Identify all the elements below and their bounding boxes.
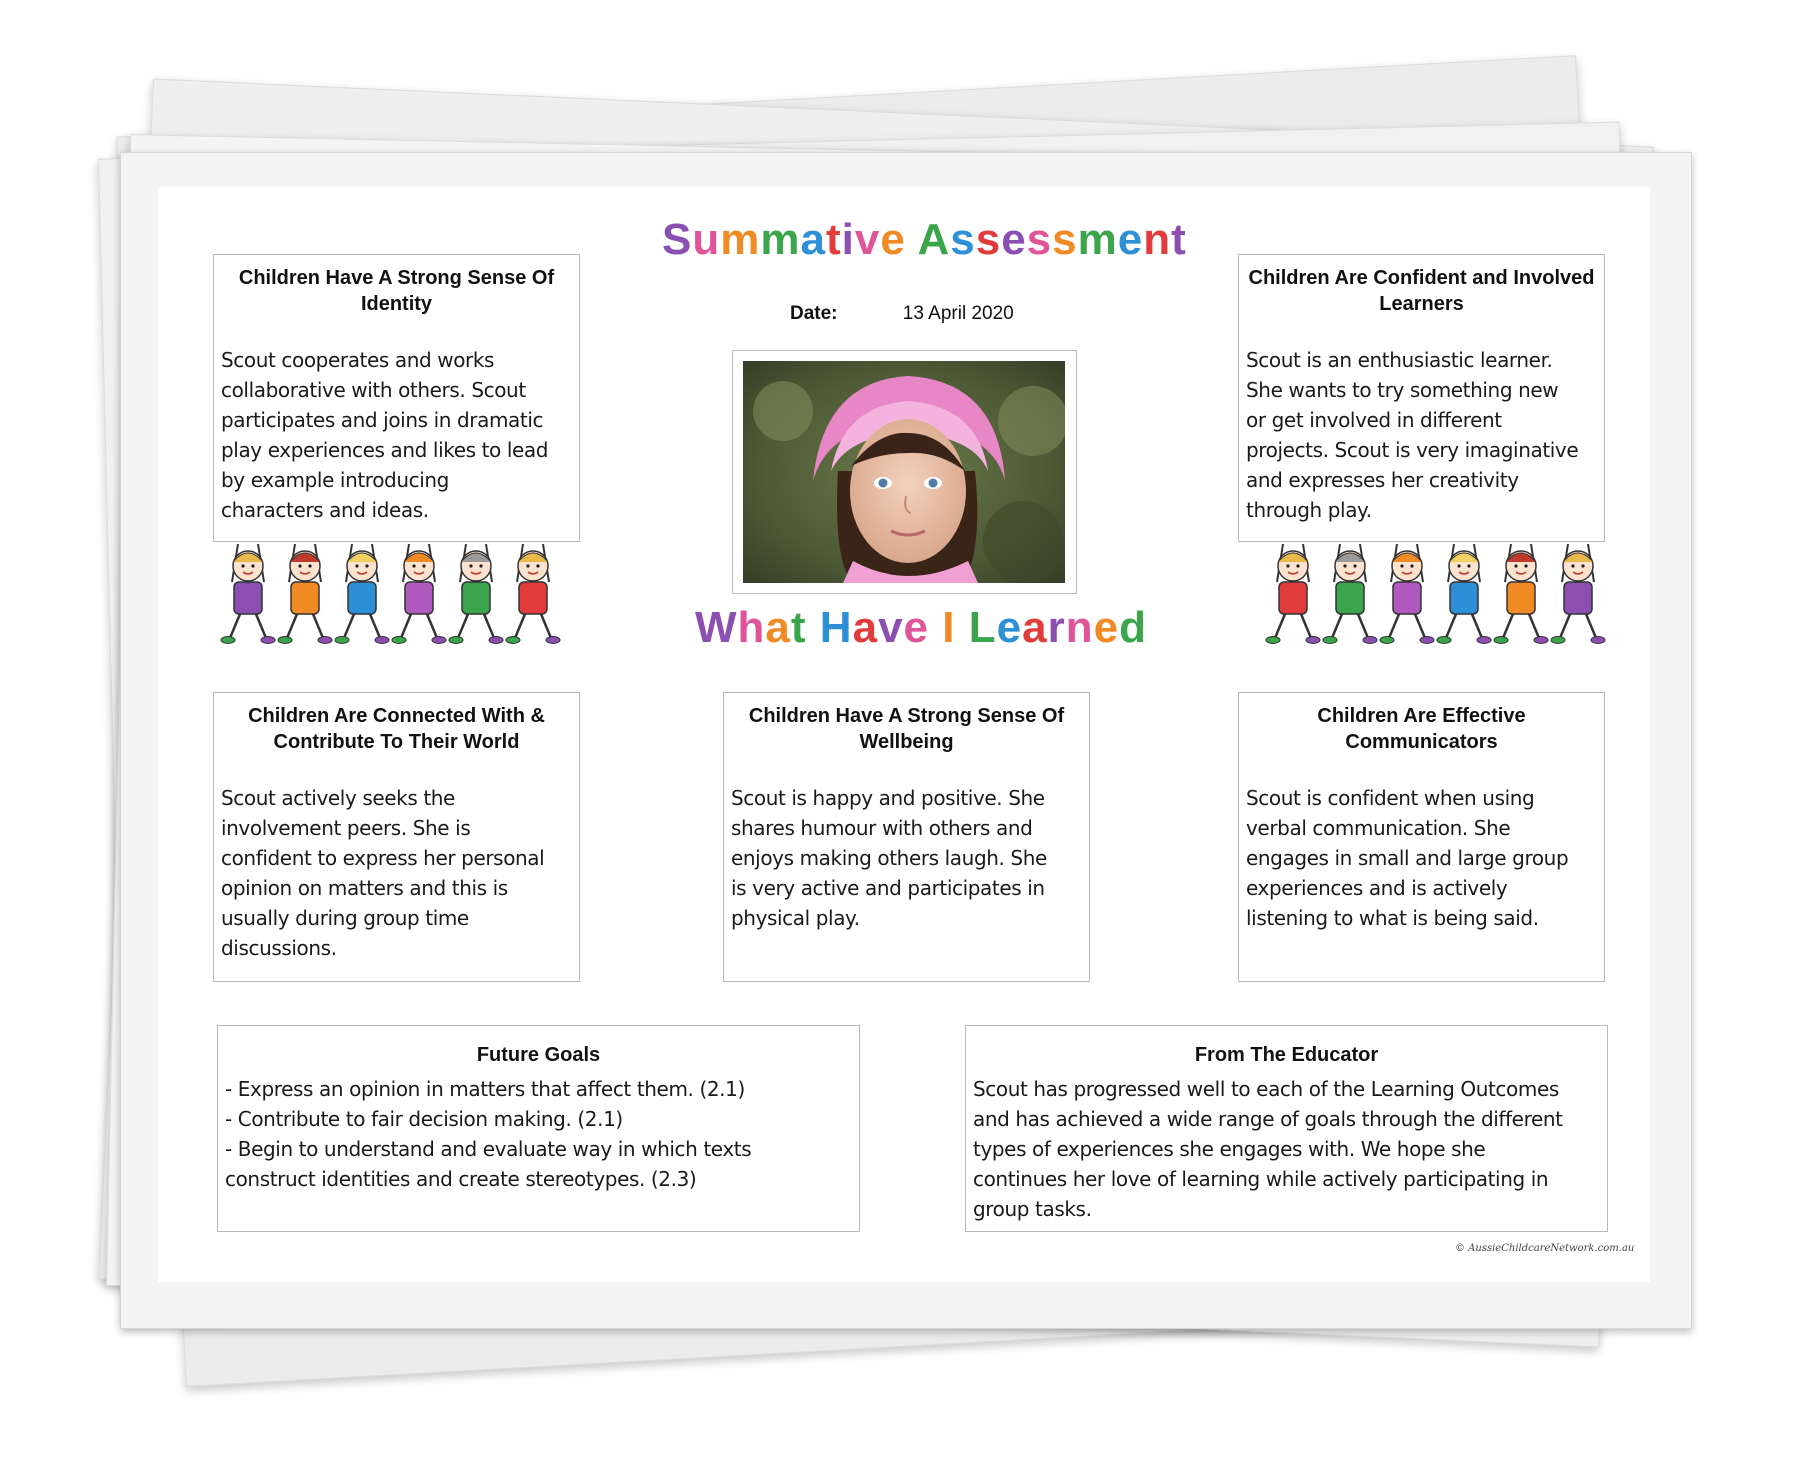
text-line: listening to what is being said. (1246, 906, 1539, 930)
connected-box (213, 692, 580, 982)
cartoon-child (1551, 544, 1605, 644)
date-value: 13 April 2020 (902, 303, 1014, 324)
text-line: Scout has progressed well to each of the Learning Outcomes (973, 1077, 1559, 1101)
cartoon-child (1266, 544, 1320, 644)
text-line: is very active and participates in (731, 876, 1045, 900)
wellbeing-text (731, 783, 1082, 933)
text-line: play experiences and likes to lead (221, 438, 549, 462)
identity-heading: Children Have A Strong Sense Of Identity (238, 267, 555, 315)
wellbeing-box (723, 692, 1090, 982)
confident-learners-box (1238, 254, 1605, 542)
text-line: enjoys making others laugh. She (731, 846, 1047, 870)
text-line: Scout is confident when using (1246, 786, 1535, 810)
text-line: participates and joins in dramatic (221, 408, 544, 432)
text-line: by example introducing (221, 468, 449, 492)
connected-text (221, 783, 572, 963)
text-line: Scout is happy and positive. She (731, 786, 1045, 810)
children-illustration-right (1265, 542, 1610, 647)
cartoon-child (392, 544, 446, 644)
text-line: Scout is an enthusiastic learner. (1246, 348, 1553, 372)
cartoon-child (1494, 544, 1548, 644)
text-line: - Express an opinion in matters that affect them. (2.1) (225, 1077, 745, 1101)
text-line: Scout actively seeks the (221, 786, 455, 810)
text-line: - Contribute to fair decision making. (2.1) (225, 1107, 623, 1131)
text-line: projects. Scout is very imaginative (1246, 438, 1579, 462)
text-line: group tasks. (973, 1197, 1092, 1221)
text-line: engages in small and large group (1246, 846, 1569, 870)
cartoon-child (506, 544, 560, 644)
children-illustration-left (220, 542, 565, 647)
cartoon-child (1437, 544, 1491, 644)
cartoon-child (335, 544, 389, 644)
identity-box (213, 254, 580, 542)
confident-heading: Children Are Confident and Involved Learners (1248, 267, 1595, 315)
identity-text (221, 345, 572, 525)
cartoon-child (449, 544, 503, 644)
text-line: through play. (1246, 498, 1372, 522)
text-line: characters and ideas. (221, 498, 429, 522)
cartoon-child (278, 544, 332, 644)
future-goals-heading: Future Goals (476, 1044, 601, 1066)
text-line: types of experiences she engages with. We hope she (973, 1137, 1486, 1161)
cartoon-child (1323, 544, 1377, 644)
text-line: physical play. (731, 906, 860, 930)
cartoon-child (221, 544, 275, 644)
cartoon-child (1380, 544, 1434, 644)
text-line: collaborative with others. Scout (221, 378, 526, 402)
child-photo (743, 361, 1065, 583)
text-line: verbal communication. She (1246, 816, 1511, 840)
future-goals-box (217, 1025, 860, 1232)
text-line: usually during group time (221, 906, 469, 930)
educator-text (973, 1074, 1600, 1224)
educator-box (965, 1025, 1608, 1232)
educator-heading: From The Educator (1194, 1044, 1379, 1066)
text-line: opinion on matters and this is (221, 876, 508, 900)
date-row (790, 303, 1014, 325)
wellbeing-heading: Children Have A Strong Sense Of Wellbeing (748, 705, 1065, 753)
communicators-text (1246, 783, 1597, 933)
text-line: involvement peers. She is (221, 816, 471, 840)
text-line: continues her love of learning while actively participating in (973, 1167, 1549, 1191)
text-line: shares humour with others and (731, 816, 1033, 840)
confident-text (1246, 345, 1597, 525)
text-line: or get involved in different (1246, 408, 1502, 432)
communicators-heading: Children Are Effective Communicators (1317, 705, 1526, 753)
text-line: construct identities and create stereotypes. (2.3) (225, 1167, 697, 1191)
communicators-box (1238, 692, 1605, 982)
text-line: and has achieved a wide range of goals through the different (973, 1107, 1563, 1131)
copyright-note: © AussieChildcareNetwork.com.au (1455, 1243, 1635, 1254)
connected-heading: Children Are Connected With & Contribute To Their World (248, 705, 545, 753)
text-line: experiences and is actively (1246, 876, 1508, 900)
text-line: and expresses her creativity (1246, 468, 1519, 492)
text-line: discussions. (221, 936, 337, 960)
text-line: She wants to try something new (1246, 378, 1559, 402)
text-line: - Begin to understand and evaluate way in which texts (225, 1137, 752, 1161)
text-line: confident to express her personal (221, 846, 545, 870)
child-photo-frame (732, 350, 1077, 594)
page-subtitle: What Have I Learned (695, 603, 1147, 652)
text-line: Scout cooperates and works (221, 348, 495, 372)
future-goals-text (225, 1074, 852, 1194)
page-title: Summative Assessment (662, 215, 1187, 264)
date-label: Date: (790, 303, 838, 324)
